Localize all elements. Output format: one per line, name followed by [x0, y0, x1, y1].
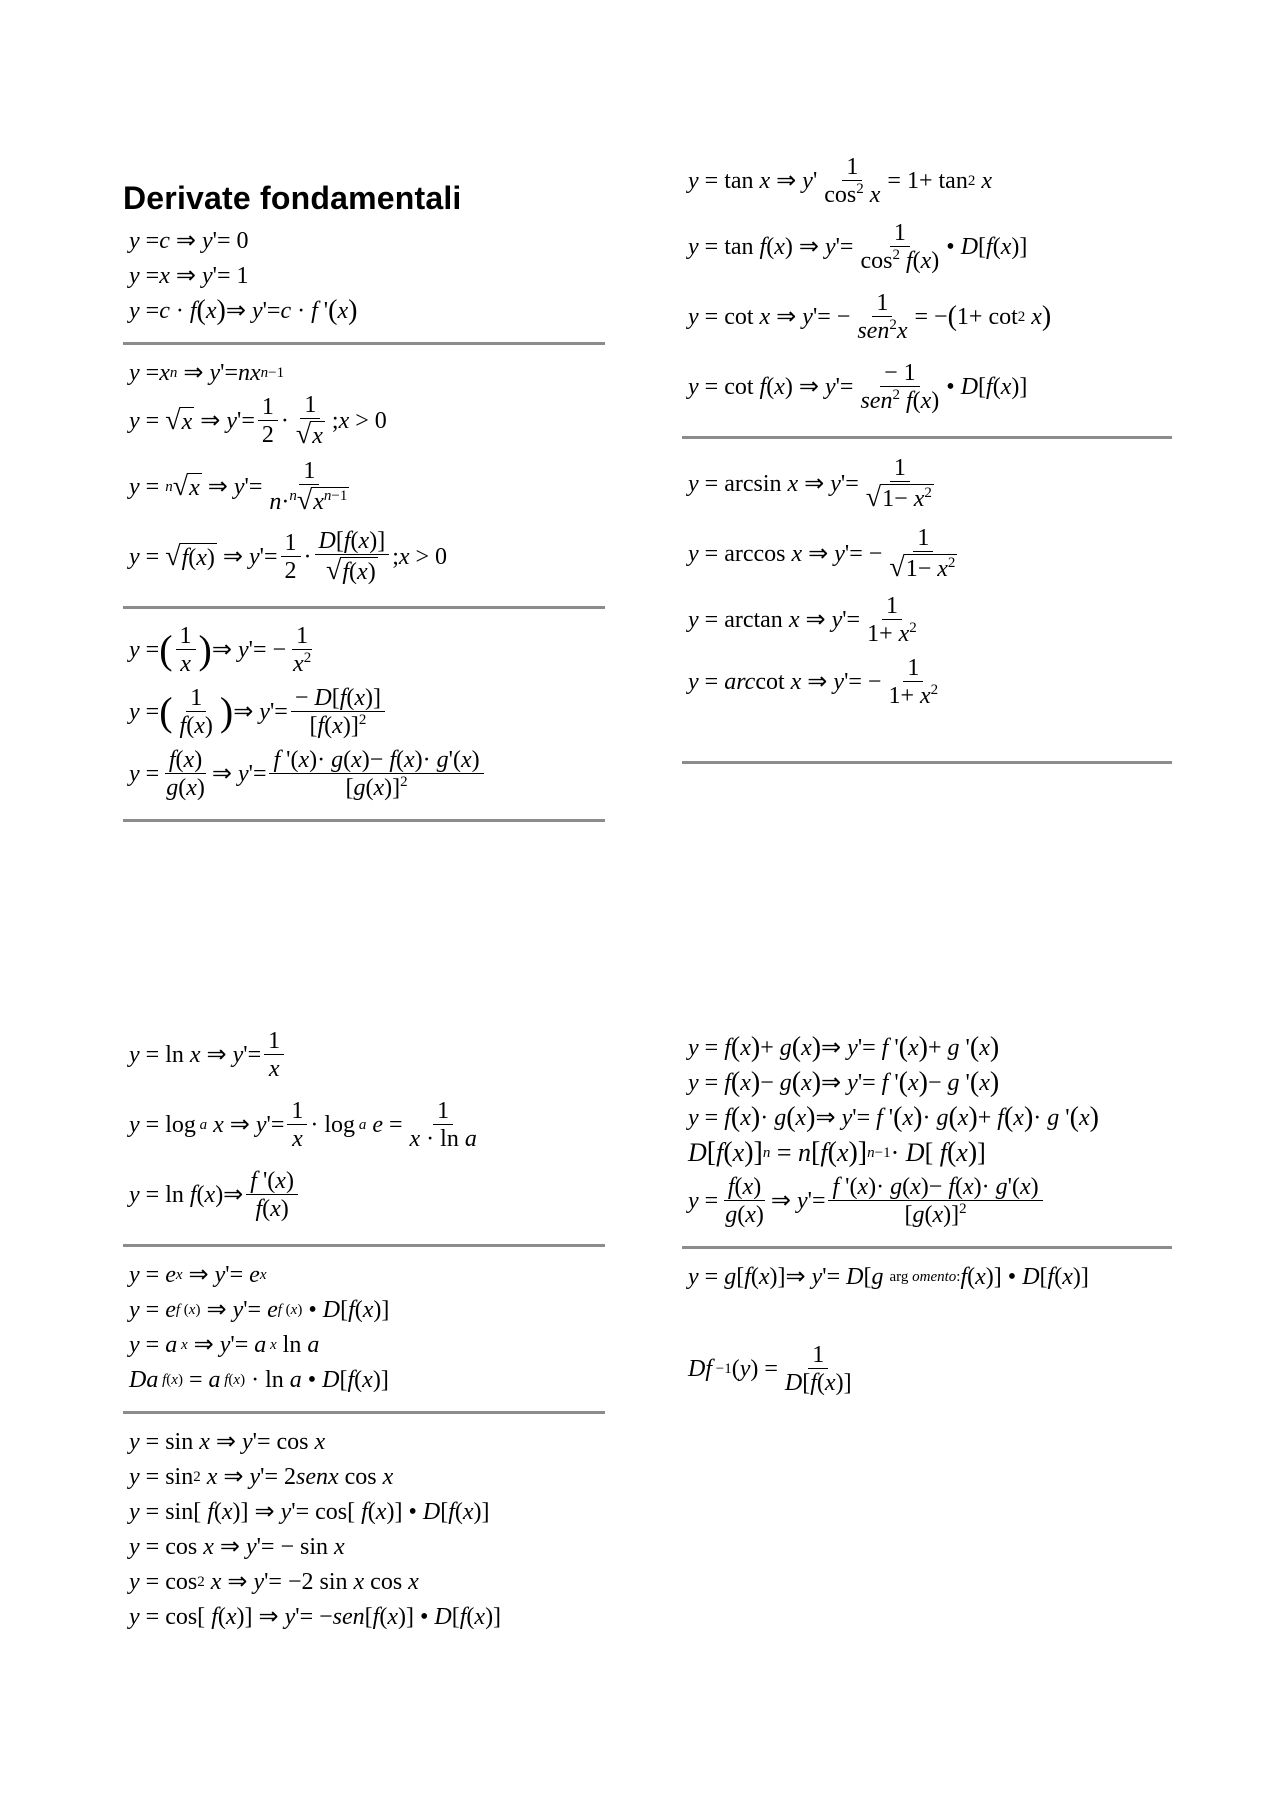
left-bottom-column	[123, 1020, 605, 1634]
formula-quotient: y = $\frac{f(x)}{g(x)}$ ⇒ y '= $\frac{f '(x)\cdot g(x)- f(x)\cdot g'(x)}{[g(x)]^2}$	[123, 743, 605, 805]
formula-power: y = x n ⇒ y '= nx n−1	[129, 359, 285, 386]
formula-nth-root: y = n √ x ⇒ y '= 1 n·$^n$ √ $x^{n-1}$	[129, 458, 348, 516]
formula-arctan: y = arctan x ⇒ y '= $\frac{1}{1+ x^2}$	[688, 593, 917, 647]
formula-reciprocal: y = ( $\frac{1}{x}$ ) ⇒ y '= − $\frac{1}{x^2}$	[129, 623, 312, 677]
formula-constant: y = c ⇒ y '= 0	[129, 227, 249, 254]
formula-exp: y = e x ⇒ y '= e x	[129, 1261, 267, 1288]
divider	[682, 436, 1172, 439]
formula-sqrt: y = √ x ⇒ y '= $\frac{1}{2}$ · 1 √ x ; x > 0	[129, 392, 387, 450]
divider	[123, 1411, 605, 1414]
formula-log: y = log a x ⇒ y '= $\frac{1}{x}$ · log a e = $\frac{1}{\text{x · ln a}}$	[129, 1098, 477, 1152]
formula-sin: y = sin x ⇒ y '= cos x	[129, 1428, 326, 1455]
formula-identity: y = x ⇒ y '= 1	[129, 262, 249, 289]
formula-power-function: D [ f ( x )] n = n [ f ( x )] n−1 · D [ f ( x ) ]	[688, 1136, 986, 1168]
formula-product: y = f ( x ) · g ( x ) ⇒ y '= f ' ( x ) · g ( x ) + f ( x ) · g ' ( x )	[688, 1101, 1099, 1133]
formula-quotient-2: y = $\frac{f(x)}{g(x)}$ ⇒ y '= $\frac{f '(x)\cdot g(x)- f(x)\cdot g'(x)}{[g(x)]^2}$	[682, 1170, 1172, 1232]
divider	[682, 761, 1172, 764]
formula-difference: y = f ( x ) − g ( x ) ⇒ y '= f ' ( x ) − g ' ( x )	[688, 1066, 1000, 1098]
formula-arcsin: y = arcsin x ⇒ y '= 1 √ $1- x^2$	[688, 455, 932, 513]
formula-ln: y = ln x ⇒ y '= $\frac{1}{x}$	[123, 1020, 605, 1090]
formula-tan: y = tan x ⇒ y ' $\frac{1}{\cos^2 x}$ = 1+ tan 2 x	[688, 154, 992, 208]
formula-sin-squared: y = sin 2 x ⇒ y '= 2 senx cos x	[129, 1463, 394, 1490]
formula-cos-squared: y = cos 2 x ⇒ y '= −2 sin x cos x	[129, 1568, 419, 1595]
formula-tan-function: y = tan f ( x ) ⇒ y '= $\frac{1}{\cos^2 f(x)}$ • D [ f ( x )]	[688, 220, 1028, 274]
formula-ln-function: y = ln f ( x )⇒ $\frac{f '(x)}{f(x)}$	[123, 1160, 605, 1230]
formula-sum: y = f ( x ) + g ( x ) ⇒ y '= f ' ( x ) + g ' ( x )	[688, 1031, 1000, 1063]
right-bottom-column	[682, 1030, 1172, 1404]
formula-exp-base-function: Da f(x) = a f(x) · ln a • D [ f ( x )]	[129, 1366, 389, 1393]
formula-cos-function: y = cos[ f ( x )] ⇒ y '= − sen [ f ( x )] • D [ f ( x )]	[129, 1603, 502, 1630]
formula-arccos: y = arccos x ⇒ y '= − 1 √ $1- x^2$	[688, 525, 956, 583]
formula-cot: y = cot x ⇒ y '= − $\frac{1}{sen^2x}$ = − ( 1+ cot 2 x )	[688, 290, 1052, 344]
formula-constant-multiple: y = c · f ( x ) ⇒ y '= c · f ' ( x )	[129, 294, 358, 326]
formula-exp-function: y = e f (x) ⇒ y '= e f (x) • D [ f ( x )]	[129, 1296, 390, 1323]
page-title: Derivate fondamentali	[123, 180, 462, 216]
left-column	[123, 170, 605, 832]
formula-cos: y = cos x ⇒ y '= − sin x	[129, 1533, 345, 1560]
divider	[123, 1244, 605, 1247]
formula-exp-base: y = a x ⇒ y '= a x ln a	[129, 1331, 320, 1358]
divider	[123, 606, 605, 609]
formula-inverse-function: Df −1 ( y ) = $\frac{1}{D[f(x)]}$	[688, 1342, 852, 1396]
formula-chain-rule: y = g [ f ( x )]⇒ y '= D [ g arg omento: f ( x )] • D [ f ( x )]	[688, 1263, 1089, 1290]
divider	[682, 1246, 1172, 1249]
divider	[123, 342, 605, 345]
formula-arccot: y = arc cot x ⇒ y '= − $\frac{1}{1+ x^2}$	[688, 655, 939, 709]
right-column	[682, 150, 1172, 774]
formula-cot-function: y = cot f ( x ) ⇒ y '= $\frac{- 1}{sen^2 f(x)}$ • D [ f ( x )]	[688, 360, 1028, 414]
formula-reciprocal-function: y = ( $\frac{1}{f(x)}$ ) ⇒ y '= $\frac{- D[f(x)]}{[f(x)]^2}$	[123, 681, 605, 743]
formula-sin-function: y = sin[ f ( x )] ⇒ y '= cos[ f ( x )] • D [ f ( x )]	[129, 1498, 490, 1525]
divider	[123, 819, 605, 822]
formula-sqrt-function: y = √ f(x) ⇒ y '= $\frac{1}{2}$ · D[f(x)] √ f(x) ; x > 0	[129, 528, 448, 586]
